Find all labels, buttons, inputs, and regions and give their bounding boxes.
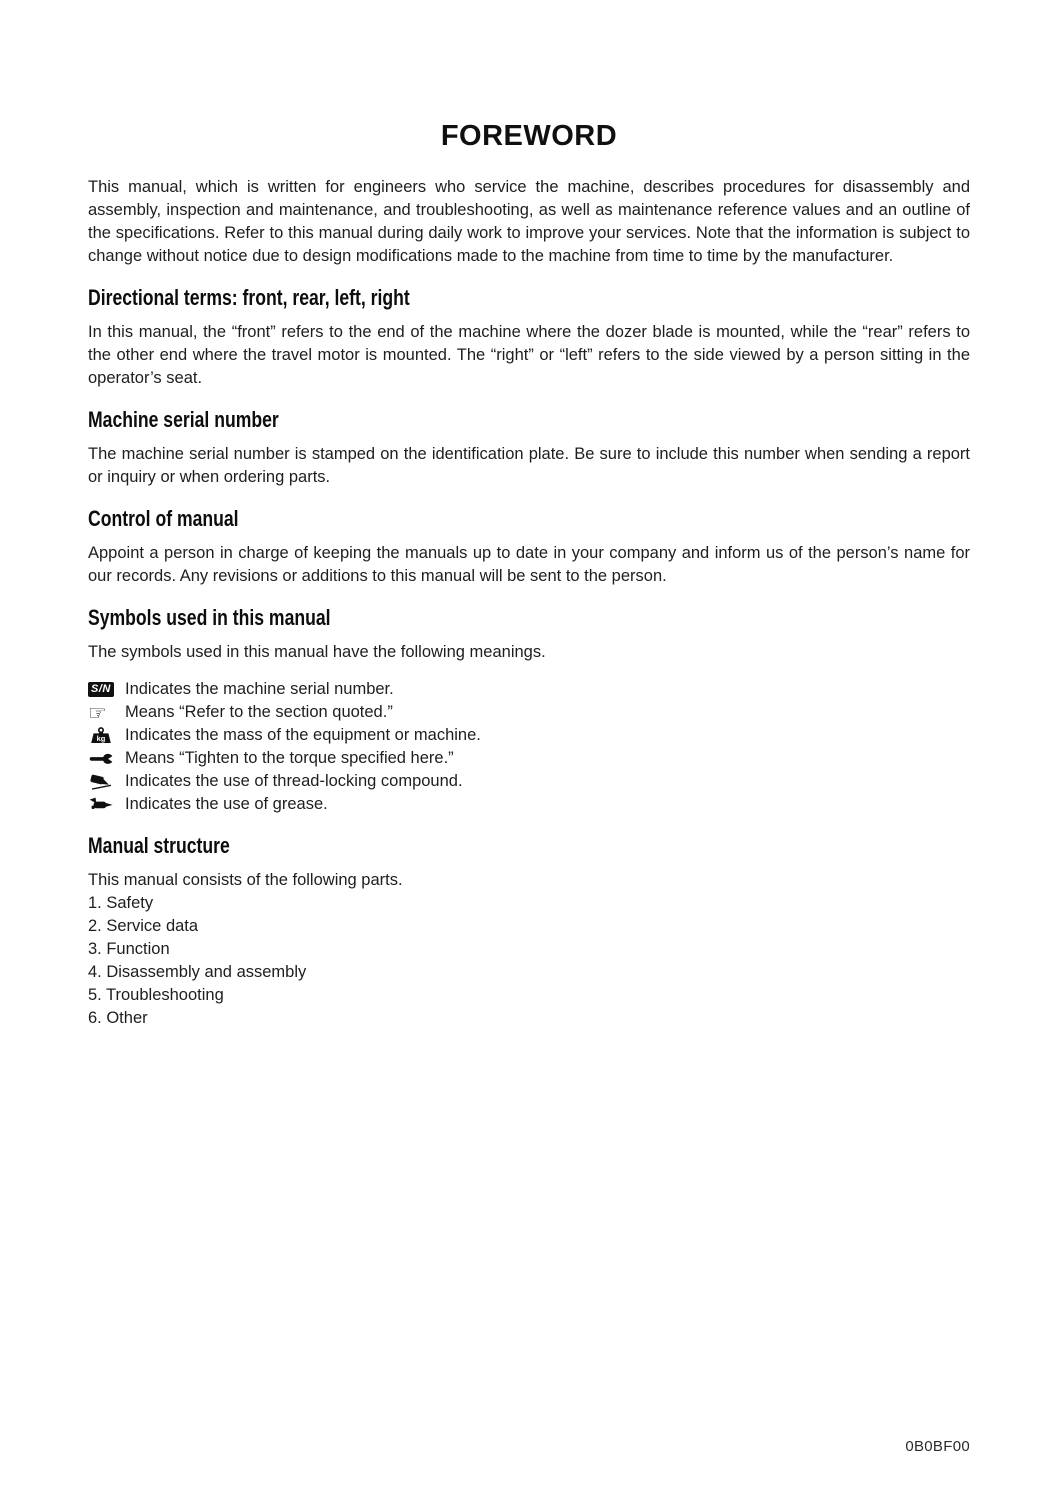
intro-paragraph: This manual, which is written for engineers who service the machine, describes procedures for disassembly and assembly, inspection and maintenance, and troubleshooting, as well as maintenance reference values and an outline of the specifications. Refer to this manual during daily work to improve your services. Note that the information is subject to change without notice due to design modifications made to the machine from time to time by the manufacturer. [88,178,970,265]
section-heading-directional-terms: Directional terms: front, rear, left, right [88,285,410,310]
manual-part-item: 1. Safety [88,894,154,912]
manual-structure-paragraph: This manual consists of the following parts. [88,871,403,889]
section-heading-manual-structure: Manual structure [88,833,230,858]
directional-terms-paragraph: In this manual, the “front” refers to the end of the machine where the dozer blade is mounted, while the “rear” refers to the other end where the travel motor is mounted. The “right” or “left” refers to the side viewed by a person sitting in the operator’s seat. [88,323,970,387]
section-heading-machine-serial-number: Machine serial number [88,407,279,432]
symbols-legend-list [88,678,970,816]
section-heading-control-of-manual: Control of manual [88,506,239,531]
section-heading-symbols: Symbols used in this manual [88,605,331,630]
mass-weight-icon [88,727,125,745]
serial-number-icon: S/N [88,682,125,697]
symbol-meaning-text: Indicates the use of grease. [125,795,328,813]
svg-text:kg: kg [96,733,106,743]
manual-parts-list [88,892,970,1030]
page-title: FOREWORD [440,120,618,152]
symbol-meaning-text: Indicates the use of thread-locking compound. [125,772,463,790]
grease-icon [88,796,125,814]
manual-part-item: 4. Disassembly and assembly [88,963,307,981]
document-code: 0B0BF00 [905,1438,970,1455]
machine-serial-number-paragraph: The machine serial number is stamped on the identification plate. Be sure to include this number when sending a report or inquiry or when ordering parts. [88,445,970,486]
pointing-hand-icon: ☞ [88,700,107,725]
manual-part-item: 6. Other [88,1009,148,1027]
manual-part-item: 3. Function [88,940,170,958]
symbols-intro-paragraph: The symbols used in this manual have the following meanings. [88,643,546,661]
manual-part-item: 2. Service data [88,917,199,935]
symbol-list-item [88,770,970,793]
symbol-list-item [88,678,970,701]
symbol-meaning-text: Means “Tighten to the torque specified here.” [125,749,454,767]
symbol-list-item [88,747,970,770]
symbol-list-item [88,793,970,816]
symbol-meaning-text: Indicates the mass of the equipment or machine. [125,726,481,744]
symbol-list-item [88,701,970,724]
symbol-meaning-text: Indicates the machine serial number. [125,680,394,698]
wrench-icon [88,750,125,768]
symbol-list-item [88,724,970,747]
thread-locking-icon [88,773,125,791]
symbol-meaning-text: Means “Refer to the section quoted.” [125,703,393,721]
manual-part-item: 5. Troubleshooting [88,986,224,1004]
control-of-manual-paragraph: Appoint a person in charge of keeping the manuals up to date in your company and inform us of the person’s name for our records. Any revisions or additions to this manual will be sent to the person. [88,544,970,585]
